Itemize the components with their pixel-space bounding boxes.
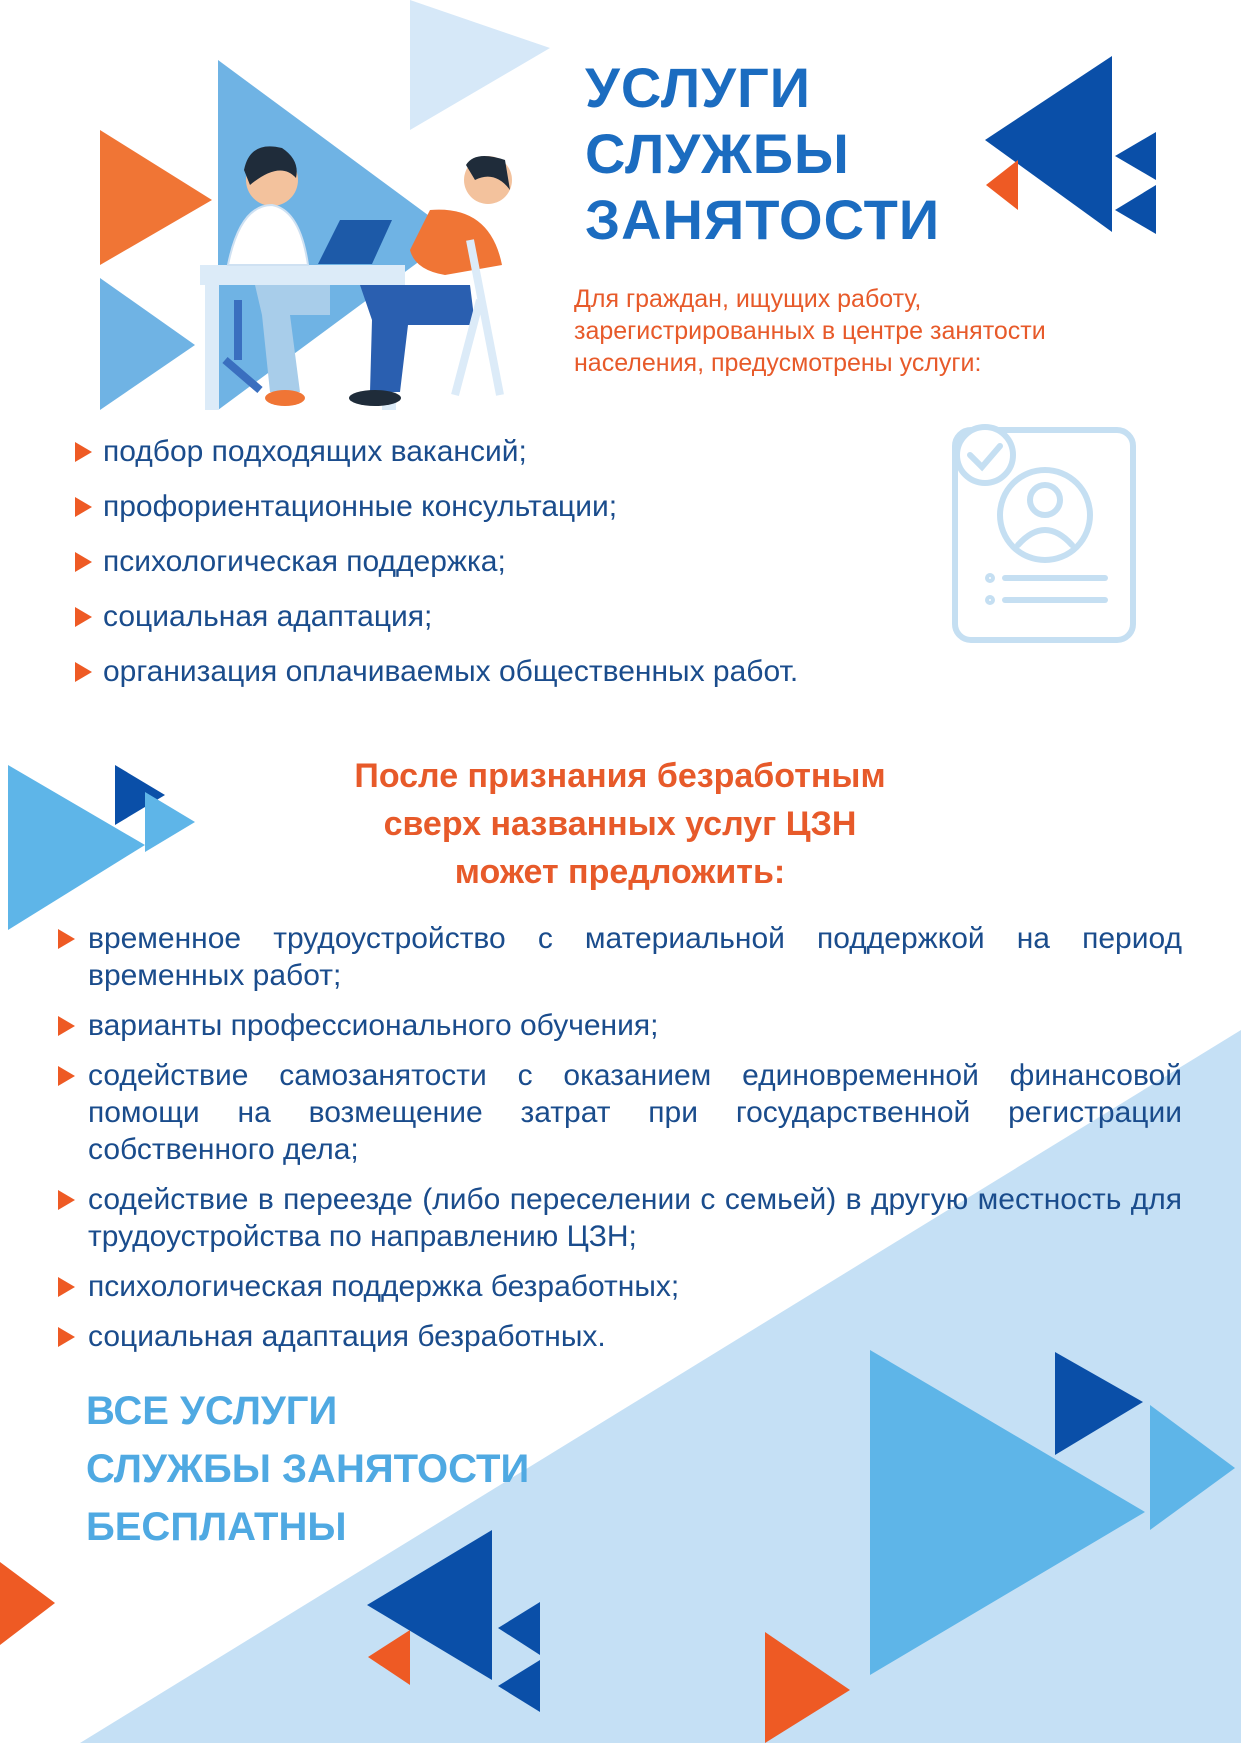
title-line: СЛУЖБЫ [585,122,850,185]
bottom-left-orange-triangle [0,1562,55,1645]
service-text: содействие самозанятости с оказанием единовременной финансовой помощи на возмещение затрат при государственной регистрации собственного дела; [88,1059,1182,1166]
heading-line: сверх названных услуг ЦЗН [383,805,857,843]
list-item [58,1007,1182,1044]
bullet-arrow-icon [58,1277,75,1297]
bullet-arrow-icon [58,1066,75,1086]
service-text: социальная адаптация безработных. [88,1320,606,1353]
list-item [58,1057,1182,1168]
service-text: подбор подходящих вакансий; [103,435,527,468]
service-text: профориентационные консультации; [103,490,618,523]
resume-document-icon [955,427,1133,640]
page-title [585,55,985,253]
intro-text: Для граждан, ищущих работу, зарегистрированных в центре занятости населения, предусмотрены услуги: [574,285,1046,377]
bullet-arrow-icon [58,929,75,949]
service-text: содействие в переезде (либо переселении с семьей) в другую местность для трудоустройства по направлению ЦЗН; [88,1183,1182,1253]
list-item [58,1268,1182,1305]
top-light-triangle [410,0,550,130]
bullet-arrow-icon [75,552,92,572]
title-line: ЗАНЯТОСТИ [585,188,941,251]
list-item [75,652,975,707]
list-item [58,920,1182,994]
top-right-logo-icon [985,56,1156,234]
service-text: психологическая поддержка; [103,545,506,578]
footer-line: БЕСПЛАТНЫ [86,1505,347,1549]
service-text: психологическая поддержка безработных; [88,1270,680,1303]
bullet-arrow-icon [75,497,92,517]
service-text: временное трудоустройство с материальной поддержкой на период временных работ; [88,922,1182,992]
list-item [58,1181,1182,1255]
heading-line: может предложить: [454,853,786,891]
heading-line: После признания безработным [354,757,886,795]
people-interview-illustration [100,60,512,410]
left-middle-triangles-icon [8,765,195,930]
service-text: варианты профессионального обучения; [88,1009,659,1042]
list-item [75,542,975,597]
bullet-arrow-icon [75,442,92,462]
title-line: УСЛУГИ [585,56,812,119]
footer-slogan [86,1382,786,1556]
bullet-arrow-icon [58,1190,75,1210]
services-list [75,432,975,707]
list-item [75,597,975,652]
list-item [75,432,975,487]
service-text: организация оплачиваемых общественных работ. [103,655,799,688]
list-item [75,487,975,542]
list-item [58,1318,1182,1355]
unemployed-services-list [58,920,1182,1368]
footer-line: ВСЕ УСЛУГИ [86,1389,338,1433]
bullet-arrow-icon [58,1327,75,1347]
unemployed-heading [300,752,940,896]
footer-line: СЛУЖБЫ ЗАНЯТОСТИ [86,1447,530,1491]
service-text: социальная адаптация; [103,600,433,633]
bullet-arrow-icon [58,1016,75,1036]
bullet-arrow-icon [75,607,92,627]
bullet-arrow-icon [75,662,92,682]
